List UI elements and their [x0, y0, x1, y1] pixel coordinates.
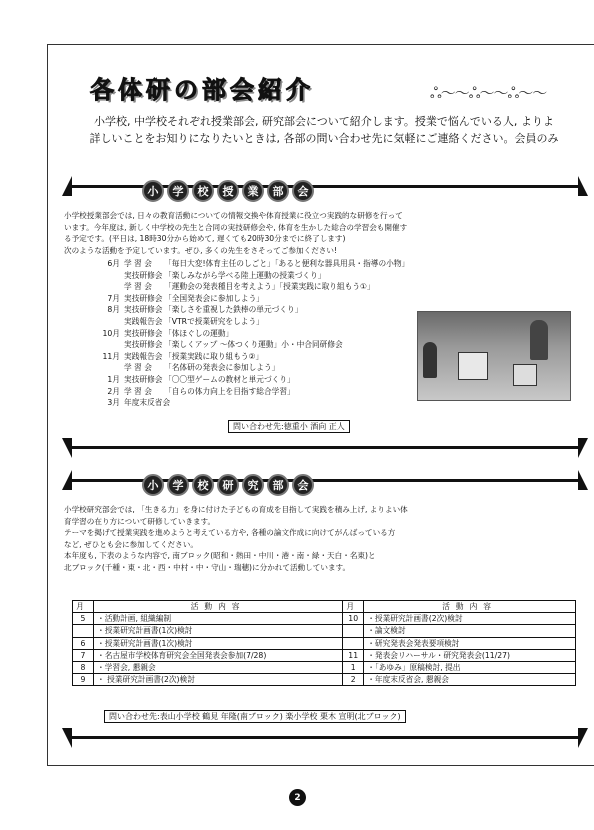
decorative-border-icon: ஃ〜〜ஃ〜〜ஃ〜〜: [430, 84, 547, 102]
corner-arrow-icon: [62, 438, 72, 458]
table-cell: ・授業研究計画書(2次)検討: [364, 613, 576, 625]
table-cell: ・研究発表会発表要項検討: [364, 637, 576, 649]
schedule-item: [92, 304, 442, 316]
schedule-item: [92, 397, 442, 409]
section-elementary-research: [64, 479, 578, 739]
corner-arrow-icon: [62, 470, 72, 490]
vaulting-box: [458, 352, 488, 380]
intro-line: 小学校, 中学校それぞれ授業部会, 研究部会について紹介します。授業で悩んでいる人, よりよ: [94, 115, 554, 128]
schedule-type: 実技研修会: [124, 305, 163, 315]
table-cell: 5: [73, 613, 94, 625]
table-header-content: 活動内容: [364, 601, 576, 613]
desc-line: 小学校授業部会では, 日々の教育活動についての情報交換や体育授業に役立つ実践的な研修を行って: [64, 211, 403, 220]
desc-line: テーマを掲げて授業実践を進めようと考えている方や, 各種の論文作成に向けてがんばっている方: [64, 528, 396, 537]
schedule-text: 「楽しさを重視した鉄棒の単元づくり」: [164, 305, 303, 315]
corner-arrow-icon: [578, 728, 588, 748]
schedule-month: [92, 316, 124, 328]
title-char: 学: [167, 180, 189, 202]
title-char: 会: [292, 474, 314, 496]
contact-info: 問い合わせ先:表山小学校 鶴見 年隆(南ブロック) 楽小学校 栗木 宣明(北ブロック): [104, 710, 406, 723]
corner-arrow-icon: [578, 176, 588, 196]
table-row: [73, 674, 576, 686]
section-description: [64, 210, 582, 256]
title-char: 小: [142, 180, 164, 202]
contact-info: 問い合わせ先:徳重小 酒向 正人: [228, 420, 350, 433]
schedule-item: [92, 270, 442, 282]
table-cell: ・ 授業研究計画書(2次)検討: [94, 674, 343, 686]
schedule-type: 学 習 会: [124, 259, 152, 268]
schedule-month: 10月: [102, 328, 120, 338]
table-cell: 8: [73, 662, 94, 674]
schedule-type: 実技研修会: [124, 293, 163, 303]
activity-table: [72, 600, 576, 686]
table-header-month: 月: [343, 601, 364, 613]
table-cell: ・「あゆみ」原稿検討, 提出: [364, 662, 576, 674]
schedule-text: 「楽しみながら学べる陸上運動の授業づくり」: [164, 270, 326, 280]
schedule-type: 実技研修会: [124, 270, 163, 280]
schedule-item: [92, 351, 442, 363]
corner-arrow-icon: [62, 728, 72, 748]
vaulting-box: [513, 364, 537, 386]
schedule-type: 実技研修会: [124, 374, 163, 384]
table-cell: ・学習会, 懇親会: [94, 662, 343, 674]
desc-line: 小学校研究部会では, 「生きる力」を身に付けた子どもの育成を目指して実践を積み上げ, よりよい体: [64, 505, 408, 514]
table-row: [73, 649, 576, 661]
table-header-month: 月: [73, 601, 94, 613]
schedule-item: [92, 374, 442, 386]
schedule-type: 学 習 会: [124, 282, 152, 292]
intro-text: [56, 113, 592, 147]
title-char: 小: [142, 474, 164, 496]
schedule-month: 7月: [107, 293, 120, 303]
section-title: [142, 474, 314, 496]
title-char: 業: [242, 180, 264, 202]
title-char: 校: [192, 474, 214, 496]
schedule-type: 年度末反省会: [124, 398, 171, 408]
schedule-text: 「自らの体力向上を目指す総合学習」: [164, 386, 295, 396]
table-header-content: 活動内容: [94, 601, 343, 613]
corner-arrow-icon: [62, 176, 72, 196]
page-title: 各体研の部会紹介: [90, 76, 314, 104]
schedule-item: [92, 362, 442, 374]
schedule-month: [92, 362, 124, 374]
schedule-item: [92, 316, 442, 328]
schedule-month: 11月: [102, 351, 120, 361]
schedule-type: 学 習 会: [124, 363, 152, 373]
table-row: [73, 625, 576, 637]
title-char: 部: [267, 474, 289, 496]
table-cell: 2: [343, 674, 364, 686]
corner-arrow-icon: [578, 438, 588, 458]
table-row: [73, 613, 576, 625]
table-cell: ・授業研究計画書(1次)検討: [94, 637, 343, 649]
schedule-list: [92, 258, 442, 409]
desc-line: 育学習の在り方について研修していきます。: [64, 516, 216, 526]
schedule-text: 「VTRで授業研究をしよう」: [164, 316, 264, 326]
schedule-text: 「全国発表会に参加しよう」: [164, 293, 264, 303]
corner-arrow-icon: [578, 470, 588, 490]
schedule-item: [92, 293, 442, 305]
table-cell: ・活動計画, 組織編制: [94, 613, 343, 625]
schedule-month: [92, 270, 124, 282]
person-figure: [530, 320, 548, 360]
schedule-month: 6月: [107, 259, 120, 268]
schedule-month: 1月: [107, 374, 120, 384]
section-title: [142, 180, 314, 202]
schedule-month: 2月: [107, 386, 120, 396]
event-photo: [417, 311, 571, 401]
schedule-text: 「毎日大変!体育主任のしごと」「あると便利な器具用具・指導の小物」: [164, 259, 410, 268]
schedule-item: [92, 339, 442, 351]
title-char: 授: [217, 180, 239, 202]
schedule-item: [92, 281, 442, 293]
table-cell: 6: [73, 637, 94, 649]
table-cell: ・名古屋市学校体育研究会全国発表会参加(7/28): [94, 649, 343, 661]
schedule-month: [92, 281, 124, 293]
table-cell: ・授業研究計画書(1次)検討: [94, 625, 343, 637]
title-char: 学: [167, 474, 189, 496]
section-description: [64, 504, 582, 573]
schedule-item: [92, 328, 442, 340]
title-char: 部: [267, 180, 289, 202]
schedule-text: 「〇〇型ゲームの教材と単元づくり」: [164, 374, 295, 384]
table-cell: 9: [73, 674, 94, 686]
table-cell: 7: [73, 649, 94, 661]
schedule-type: 実技研修会: [124, 328, 163, 338]
desc-line: 本年度も, 下表のような内容で, 南ブロック(昭和・熱田・中川・港・南・緑・天白・名東)と: [64, 551, 376, 560]
schedule-text: 「授業実践に取り組もう②」: [164, 351, 264, 361]
table-cell: ・年度末反省会, 懇親会: [364, 674, 576, 686]
page-number: 2: [289, 789, 306, 806]
schedule-type: 実技研修会: [124, 340, 163, 350]
table-cell: ・論文検討: [364, 625, 576, 637]
desc-line: 北ブロック(千種・東・北・西・中村・中・守山・瑞穂)に分かれて活動しています。: [64, 562, 351, 572]
table-row: [73, 637, 576, 649]
schedule-item: [92, 386, 442, 398]
schedule-text: 「体ほぐしの運動」: [164, 328, 234, 338]
title-char: 校: [192, 180, 214, 202]
desc-line: います。今年度は, 新しく中学校の先生と合同の実技研修会や, 体育を生かした総合の学習会も開催す: [64, 222, 408, 232]
table-cell: [343, 625, 364, 637]
intro-line: 詳しいことをお知りになりたいときは, 各部の問い合わせ先に気軽にご連絡ください。会員のみ: [89, 132, 559, 145]
title-char: 会: [292, 180, 314, 202]
schedule-month: 3月: [107, 398, 120, 408]
table-cell: [73, 625, 94, 637]
desc-line: など, ぜひとも会に参加してください。: [64, 539, 198, 549]
table-cell: 1: [343, 662, 364, 674]
table-cell: 10: [343, 613, 364, 625]
title-char: 究: [242, 474, 264, 496]
table-cell: [343, 637, 364, 649]
schedule-item: [92, 258, 442, 270]
table-cell: ・発表会リハーサル・研究発表会(11/27): [364, 649, 576, 661]
schedule-type: 学 習 会: [124, 386, 152, 396]
schedule-month: [92, 339, 124, 351]
table-cell: 11: [343, 649, 364, 661]
desc-line: 次のような活動を予定しています。ぜひ, 多くの先生をさそってご参加ください!: [64, 245, 338, 255]
person-figure: [423, 342, 437, 378]
schedule-type: 実践報告会: [124, 351, 163, 361]
schedule-type: 実践報告会: [124, 316, 163, 326]
desc-line: る予定です。(平日は, 18時30分から始めて, 遅くても20時30分までに終了します): [64, 234, 346, 243]
section-elementary-class: [64, 185, 578, 449]
schedule-month: 8月: [107, 305, 120, 315]
schedule-text: 「名体研の発表会に参加しよう」: [164, 363, 280, 373]
schedule-text: 「運動会の発表種目を考えよう」「授業実践に取り組もう①」: [164, 282, 375, 292]
title-char: 研: [217, 474, 239, 496]
table-row: [73, 662, 576, 674]
schedule-text: 「楽しくアップ ～体つくり運動」小・中合同研修会: [164, 340, 343, 350]
